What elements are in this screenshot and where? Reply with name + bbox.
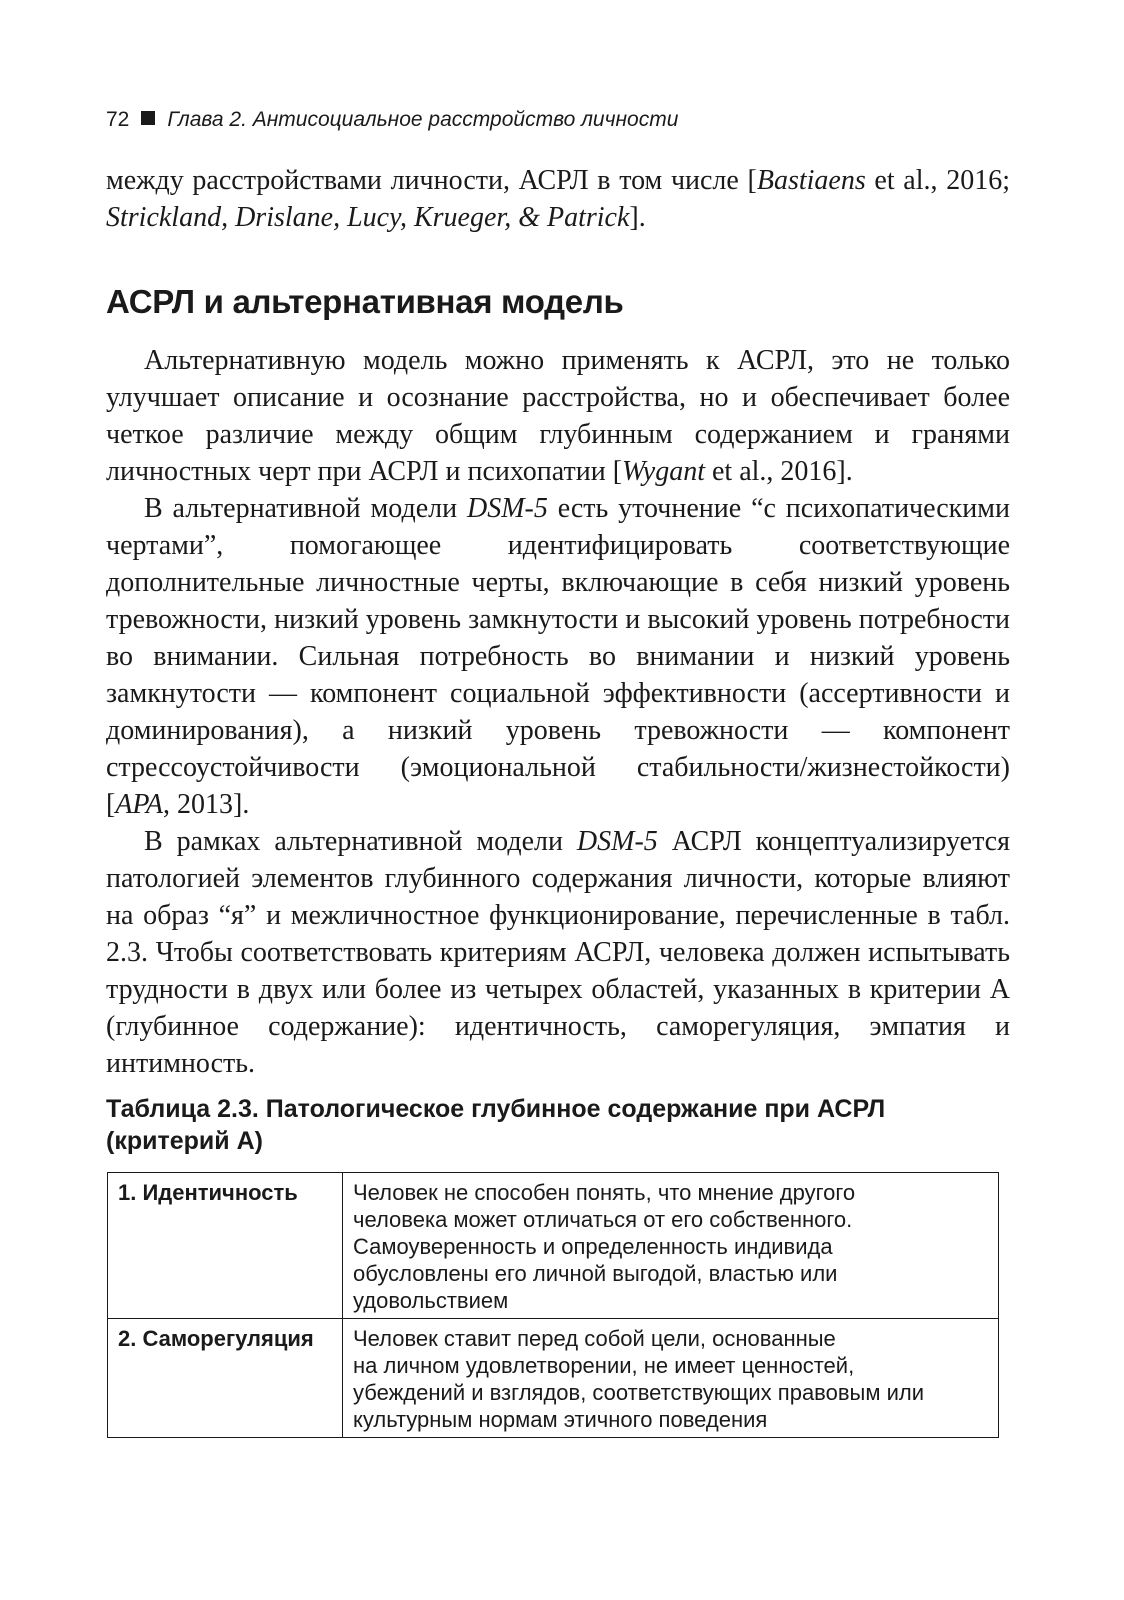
text-segment: АСРЛ концептуализируется патологией элементов глубинного содержания личности, которые влияют на образ “я” и межличностное функционирование, перечисленные в табл. 2.3. Чтобы соответствовать критериям АСРЛ, человека должен испытывать трудности в двух или более из четырех областей, указанных в критерии А (глубинное содержание): идентичность, саморегуляция, эмпатия и интимность. <box>106 826 1010 1079</box>
description-line: удовольствием <box>353 1288 509 1313</box>
table-term-cell: 1. Идентичность <box>108 1173 343 1319</box>
text-segment: ]. <box>629 202 646 233</box>
running-head <box>106 108 678 132</box>
section-body <box>106 342 1010 1082</box>
description-line: убеждений и взглядов, соответствующих правовым или <box>353 1380 925 1405</box>
text-segment: есть уточнение “с психопатическими чертами”, помогающее идентифицировать соответствующие дополнительные личностные черты, включающие в себя низкий уровень тревожности, низкий уровень замкнутости и высокий уровень потребности во внимании. Сильная потребность во внимании и низкий уровень замкнутости — компонент социальной эффективности (ассертивности и доминирования), а низкий уровень тревожности — компонент стрессоустойчивости (эмоциональной стабильности/жизнестойкости) [ <box>106 493 1010 820</box>
citation-author: Bastiaens <box>756 165 866 196</box>
text-segment: В альтернативной модели <box>144 493 467 524</box>
square-bullet-icon <box>141 111 155 125</box>
section-heading: АСРЛ и альтернативная модель <box>106 283 624 320</box>
table-term-cell: 2. Саморегуляция <box>108 1319 343 1438</box>
description-line: Человек не способен понять, что мнение другого <box>353 1180 856 1205</box>
description-line: культурным нормам этичного поведения <box>353 1407 768 1432</box>
text-segment: et al., 2016; <box>865 165 1010 196</box>
page-number: 72 <box>106 108 130 131</box>
paragraph-2 <box>106 490 1010 823</box>
dsm-reference: DSM-5 <box>466 493 548 524</box>
table-row <box>108 1319 999 1438</box>
paragraph-3 <box>106 823 1010 1082</box>
continuation-paragraph <box>106 162 1010 236</box>
citation-author: Wygant <box>622 456 705 487</box>
text-segment: Альтернативную модель можно применять к АСРЛ, это не только улучшает описание и осознание расстройства, но и обеспечивает более четкое различие между общим глубинным содержанием и гранями личностных черт при АСРЛ и психопатии [ <box>106 345 1010 487</box>
chapter-title: Глава 2. Антисоциальное расстройство личности <box>167 108 679 131</box>
text-segment: et al., 2016]. <box>705 456 853 487</box>
description-line: человека может отличаться от его собственного. <box>353 1207 853 1232</box>
table-caption: Таблица 2.3. Патологическое глубинное содержание при АСРЛ (критерий А) <box>106 1095 886 1155</box>
text-segment: , 2013]. <box>163 789 250 820</box>
table-description-cell <box>343 1173 999 1319</box>
criteria-table <box>107 1172 999 1438</box>
table-description-cell <box>343 1319 999 1438</box>
dsm-reference: DSM-5 <box>576 826 658 857</box>
table-row <box>108 1173 999 1319</box>
citation-author: APA <box>115 789 164 820</box>
description-line: на личном удовлетворении, не имеет ценностей, <box>353 1353 855 1378</box>
description-line: Человек ставит перед собой цели, основанные <box>353 1326 836 1351</box>
text-segment: В рамках альтернативной модели <box>144 826 577 857</box>
description-line: Самоуверенность и определенность индивида <box>353 1234 833 1259</box>
description-line: обусловлены его личной выгодой, властью или <box>353 1261 838 1286</box>
citation-authors: Strickland, Drislane, Lucy, Krueger, & Patrick <box>106 202 630 233</box>
paragraph-1 <box>106 342 1010 490</box>
text-segment: между расстройствами личности, АСРЛ в том числе [ <box>106 165 757 196</box>
